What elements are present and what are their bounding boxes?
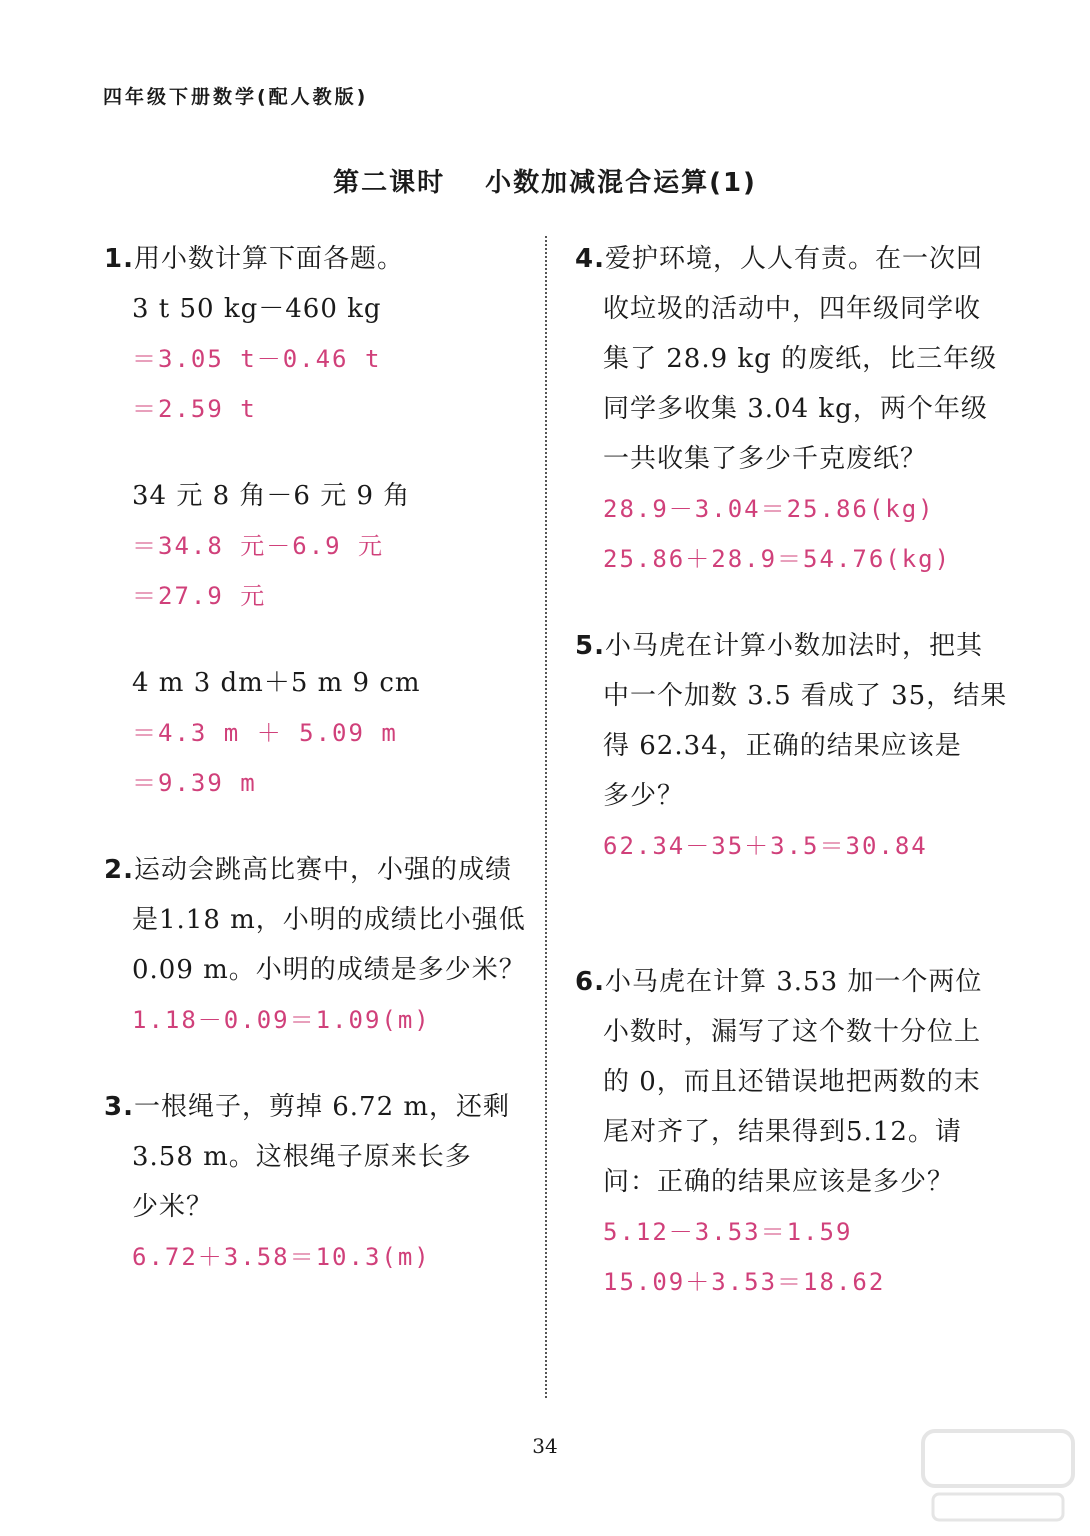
q1b-step1: ＝34.8 元－6.9 元: [132, 532, 385, 560]
question-6-line-4: 尾对齐了，结果得到5.12。请: [603, 1117, 962, 1147]
question-6-line-3: 的 0，而且还错误地把两数的末: [603, 1067, 981, 1097]
question-5-answer-1: 62.34－35＋3.5＝30.84: [603, 832, 928, 860]
question-2-line-3: 0.09 m。小明的成绩是多少米？: [132, 955, 526, 985]
question-4-answer-2: 25.86＋28.9＝54.76(kg): [603, 545, 952, 573]
q1a-expression: 3 t 50 kg－460 kg: [132, 294, 382, 324]
q1c-expression: 4 m 3 dm＋5 m 9 cm: [132, 668, 421, 698]
question-1-prompt: 1.用小数计算下面各题。: [104, 244, 404, 274]
left-column: [104, 234, 524, 1282]
question-4-line-1: 4.爱护环境，人人有责。在一次回: [575, 244, 983, 274]
question-6-answer-1: 5.12－3.53＝1.59: [603, 1218, 853, 1246]
q1b-expression: 34 元 8 角－6 元 9 角: [132, 481, 411, 511]
question-4-line-4: 同学多收集 3.04 kg，两个年级: [603, 394, 988, 424]
lesson-title-part2: 小数加减混合运算(1): [485, 168, 757, 198]
question-3-line-3: 少米？: [132, 1192, 214, 1222]
question-6-answer-2: 15.09＋3.53＝18.62: [603, 1268, 886, 1296]
column-divider: [545, 236, 547, 1398]
question-5-line-4: 多少？: [603, 781, 685, 811]
question-6-line-1: 6.小马虎在计算 3.53 加一个两位: [575, 967, 983, 997]
question-5-line-2: 中一个加数 3.5 看成了 35，结果: [603, 681, 1008, 711]
q1a-step2: ＝2.59 t: [132, 395, 257, 423]
question-2-answer: 1.18－0.09＝1.09(m): [132, 1006, 431, 1034]
question-4-line-2: 收垃圾的活动中，四年级同学收: [603, 294, 982, 324]
q1a-step1: ＝3.05 t－0.46 t: [132, 345, 382, 373]
q1b-step2: ＝27.9 元: [132, 582, 267, 610]
question-5-line-1: 5.小马虎在计算小数加法时，把其: [575, 631, 983, 661]
running-header: 四年级下册数学(配人教版): [103, 86, 369, 108]
page-number: 34: [532, 1434, 558, 1458]
question-6-line-5: 问：正确的结果应该是多少？: [603, 1167, 955, 1197]
q1c-step2: ＝9.39 m: [132, 769, 257, 797]
question-3-line-1: 3.一根绳子，剪掉 6.72 m，还剩: [104, 1092, 511, 1122]
question-5-line-3: 得 62.34，正确的结果应该是: [603, 731, 962, 761]
question-2-line-1: 2.运动会跳高比赛中，小强的成绩: [104, 855, 512, 885]
question-4-line-3: 集了 28.9 kg 的废纸，比三年级: [603, 344, 998, 374]
question-2-line-2: 是1.18 m，小明的成绩比小强低: [132, 905, 526, 935]
question-3-answer: 6.72＋3.58＝10.3(m): [132, 1243, 431, 1271]
q1c-step1: ＝4.3 m ＋ 5.09 m: [132, 719, 398, 747]
lesson-title-part1: 第二课时: [333, 168, 446, 198]
question-4-answer-1: 28.9－3.04＝25.86(kg): [603, 495, 935, 523]
lesson-title: [0, 162, 1090, 199]
watermark-logo-icon: [918, 1426, 1078, 1526]
question-6-line-2: 小数时，漏写了这个数十分位上: [603, 1017, 982, 1047]
question-4-line-5: 一共收集了多少千克废纸？: [603, 444, 928, 474]
question-3-line-2: 3.58 m。这根绳子原来长多: [132, 1142, 472, 1172]
right-column: [575, 234, 1008, 1307]
